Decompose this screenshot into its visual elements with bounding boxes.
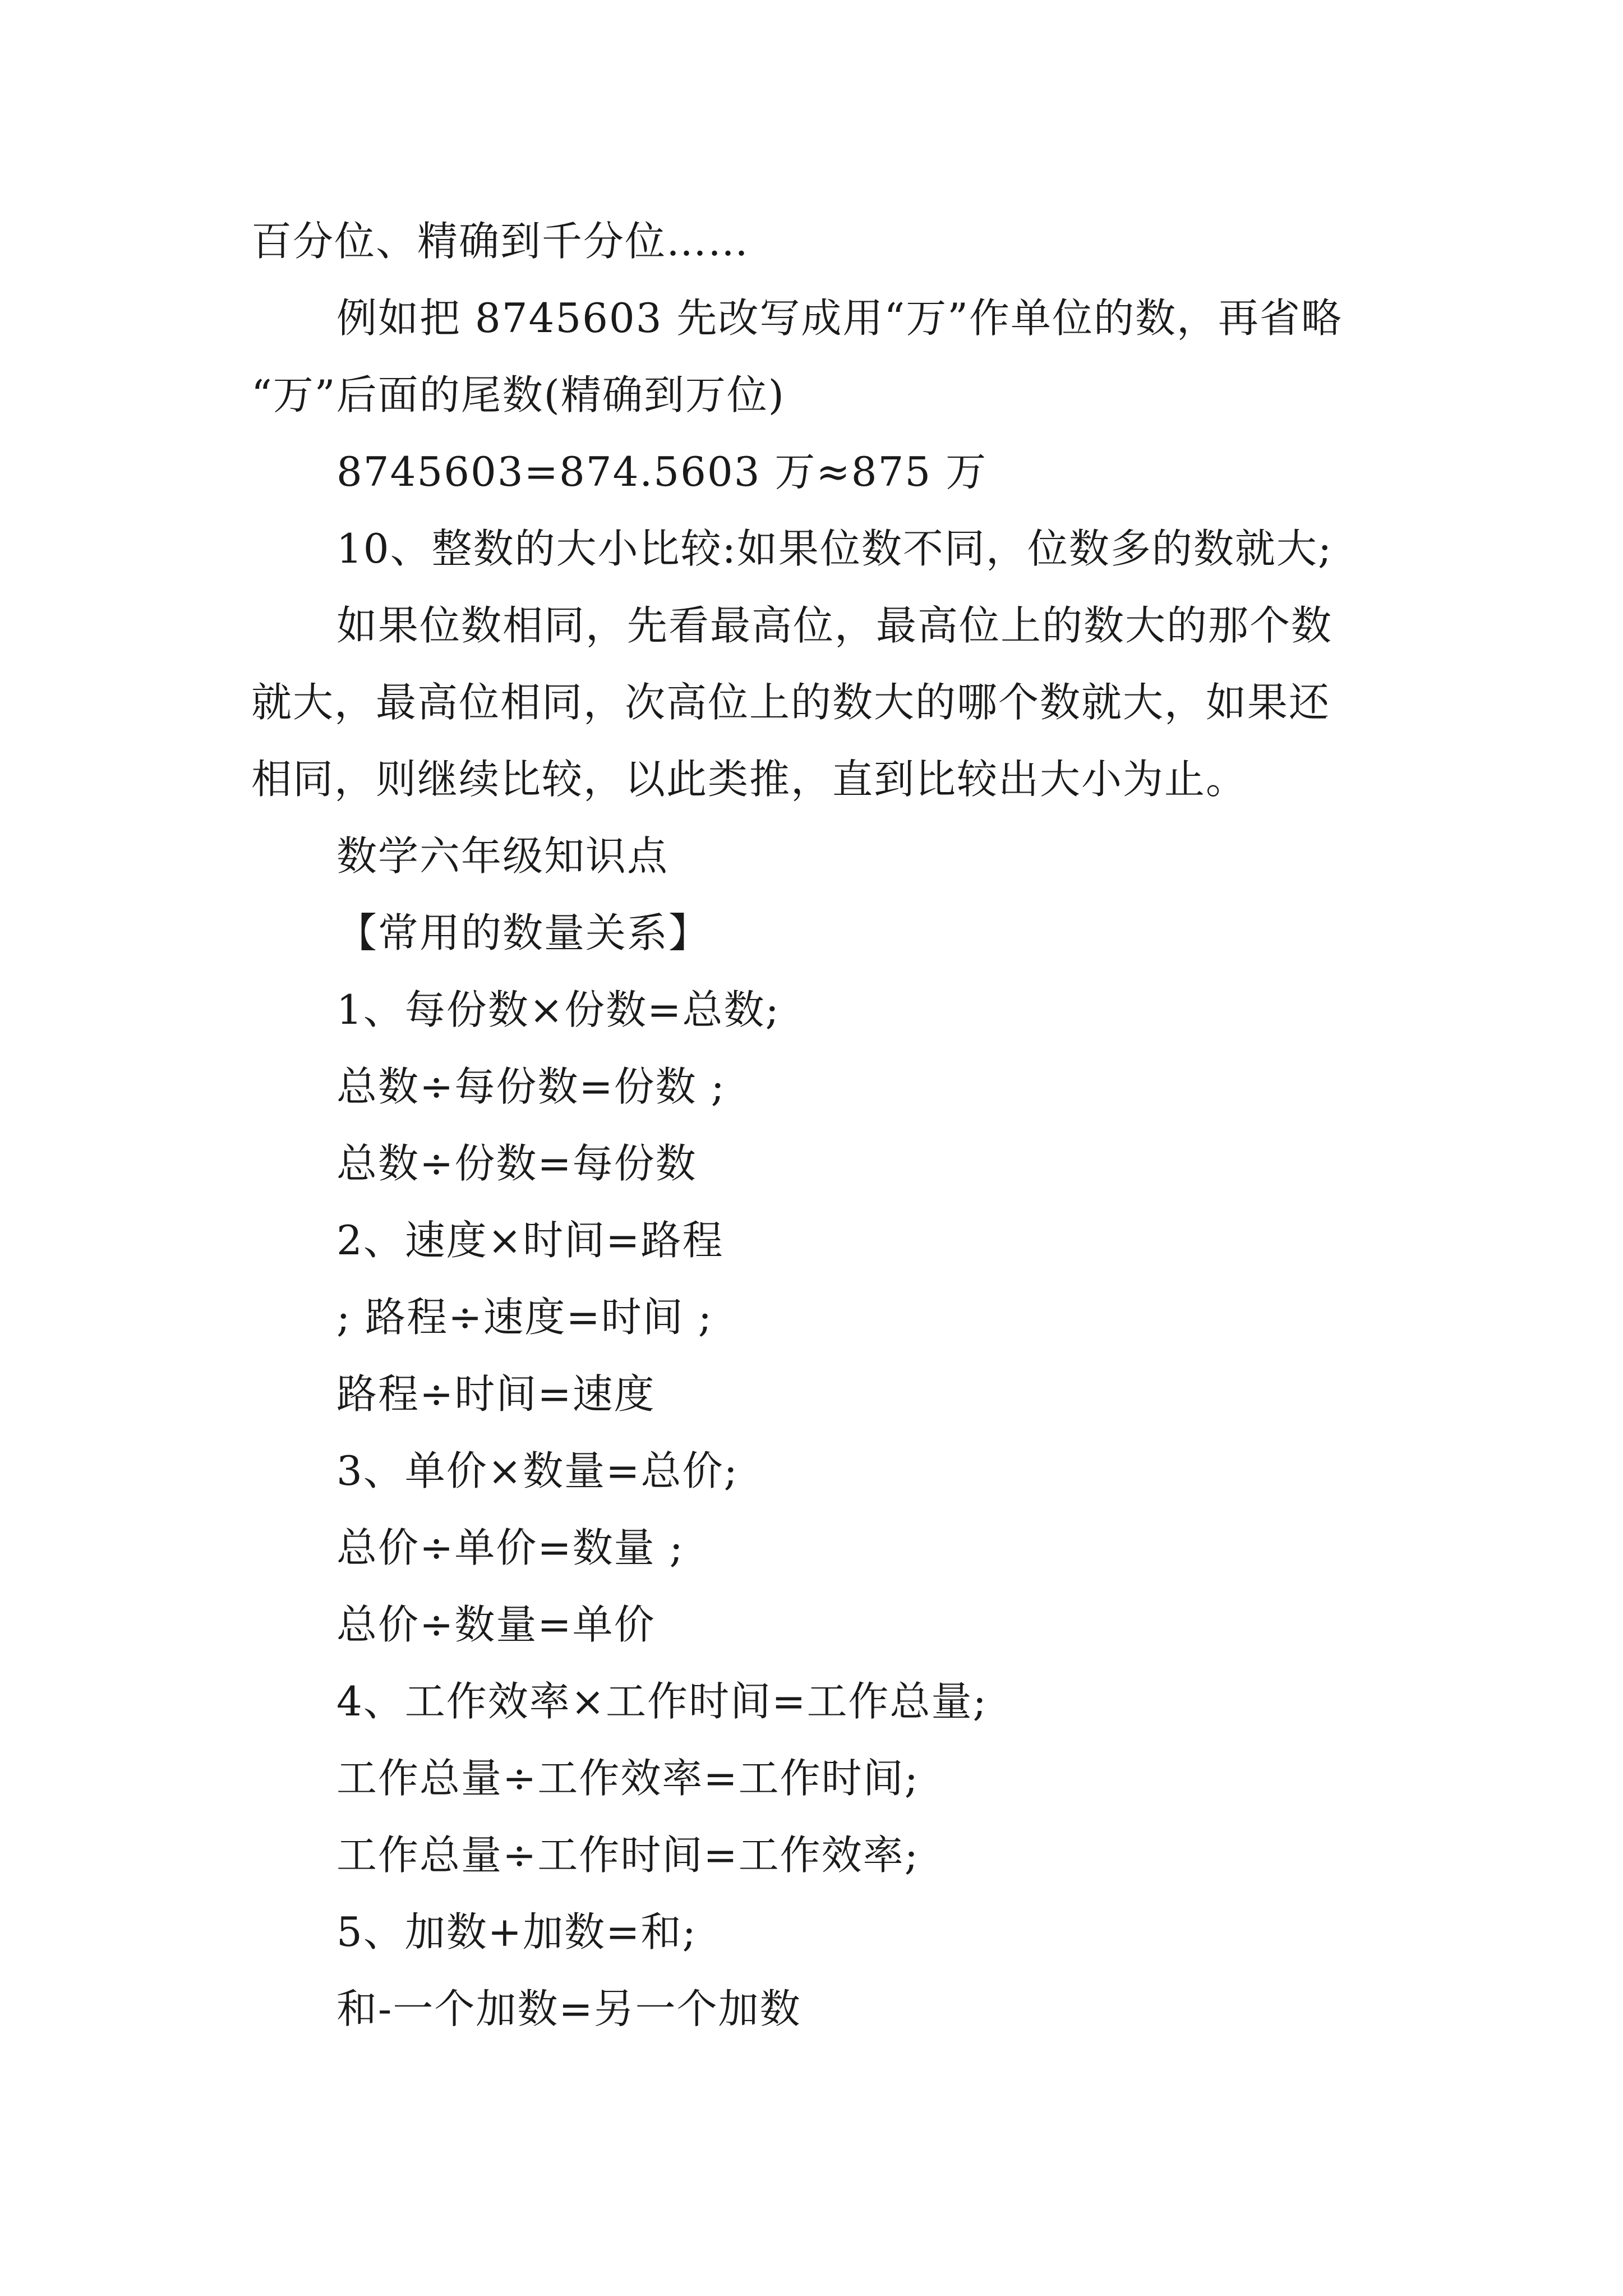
text-line: “万”后面的尾数(精确到万位) <box>251 371 785 418</box>
text-line: 总价÷单价=数量 ; <box>336 1524 684 1571</box>
text-line: 和-一个加数=另一个加数 <box>336 1985 801 2032</box>
text-line: 工作总量÷工作时间=工作效率; <box>336 1832 919 1879</box>
text-line: 相同，则继续比较，以此类推，直到比较出大小为止。 <box>251 756 1248 803</box>
section-heading: 数学六年级知识点 <box>336 832 669 880</box>
text-line: 8745603=874.5603 万≈875 万 <box>336 448 988 495</box>
text-line: 2、速度×时间=路程 <box>336 1217 724 1264</box>
text-line: 总数÷份数=每份数 <box>336 1140 697 1187</box>
text-line: 如果位数相同，先看最高位，最高位上的数大的那个数 <box>336 602 1333 649</box>
text-line: ; 路程÷速度=时间 ; <box>336 1294 713 1341</box>
text-line: 工作总量÷工作效率=工作时间; <box>336 1755 919 1802</box>
text-line: 1、每份数×份数=总数; <box>336 986 780 1033</box>
section-subheading: 【常用的数量关系】 <box>336 909 711 956</box>
text-line: 百分位、精确到千分位…… <box>251 218 750 265</box>
text-line: 10、整数的大小比较:如果位数不同，位数多的数就大; <box>336 525 1333 572</box>
text-line: 5、加数+加数=和; <box>336 1908 697 1955</box>
text-line: 4、工作效率×工作时间=工作总量; <box>336 1678 988 1725</box>
text-line: 就大，最高位相同，次高位上的数大的哪个数就大，如果还 <box>251 679 1331 726</box>
text-line: 总数÷每份数=份数 ; <box>336 1063 726 1110</box>
text-line: 路程÷时间=速度 <box>336 1370 656 1418</box>
text-line: 3、单价×数量=总价; <box>336 1447 739 1494</box>
text-line: 总价÷数量=单价 <box>336 1601 656 1648</box>
text-line: 例如把 8745603 先改写成用“万”作单位的数，再省略 <box>336 295 1343 342</box>
